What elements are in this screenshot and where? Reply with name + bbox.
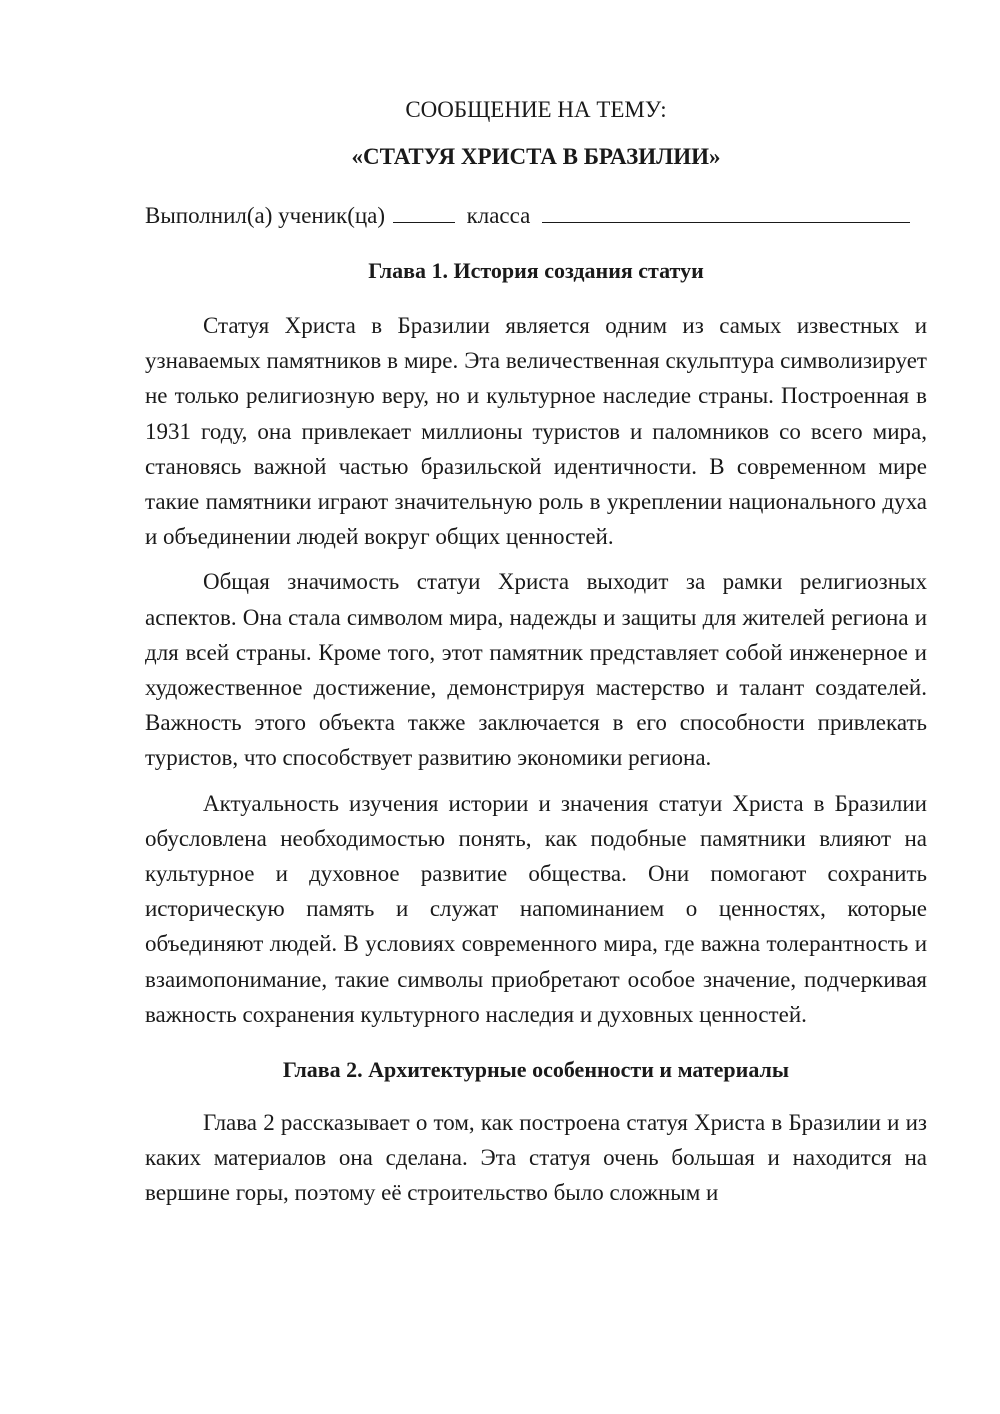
- document-page: [145, 92, 927, 1211]
- student-info-line: [145, 198, 927, 233]
- name-blank-field: [542, 202, 910, 223]
- class-label: класса: [466, 203, 531, 228]
- chapter-1-paragraph-1: Статуя Христа в Бразилии является одним из самых известных и узнаваемых памятников в мире. Эта величественная скульптура символизирует не только религиозную веру, но и культурное наследие страны. Построенная в 1931 году, она привлекает миллионы туристов и паломников со всего мира, становясь важной частью бразильской идентичности. В современном мире такие памятники играют значительную роль в укреплении национального духа и объединении людей вокруг общих ценностей.: [145, 313, 927, 550]
- document-heading: СООБЩЕНИЕ НА ТЕМУ:: [405, 97, 667, 122]
- chapter-2-paragraph-1: Глава 2 рассказывает о том, как построена статуя Христа в Бразилии и из каких материалов она сделана. Эта статуя очень большая и находится на вершине горы, поэтому её строительство было сложным и: [145, 1110, 927, 1206]
- chapter-1-title: Глава 1. История создания статуи: [368, 258, 704, 283]
- chapter-1-paragraph-3: Актуальность изучения истории и значения статуи Христа в Бразилии обусловлена необходимостью понять, как подобные памятники влияют на культурное и духовное развитие общества. Они помогают сохранить историческую память и служат напоминанием о ценностях, которые объединяют людей. В условиях современного мира, где важна толерантность и взаимопонимание, такие символы приобретают особое значение, подчеркивая важность сохранения культурного наследия и духовных ценностей.: [145, 790, 927, 1027]
- chapter-2-title: Глава 2. Архитектурные особенности и материалы: [282, 1057, 790, 1083]
- chapter-1-paragraph-2: Общая значимость статуи Христа выходит за рамки религиозных аспектов. Она стала символом мира, надежды и защиты для жителей региона и для всей страны. Кроме того, этот памятник представляет собой инженерное и художественное достижение, демонстрируя мастерство и талант создателей. Важность этого объекта также заключается в его способности привлекать туристов, что способствует развитию экономики региона.: [145, 569, 927, 771]
- grade-blank-field: [393, 202, 455, 223]
- student-label: Выполнил(а) ученик(ца): [145, 203, 386, 228]
- document-title: «СТАТУЯ ХРИСТА В БРАЗИЛИИ»: [351, 144, 721, 169]
